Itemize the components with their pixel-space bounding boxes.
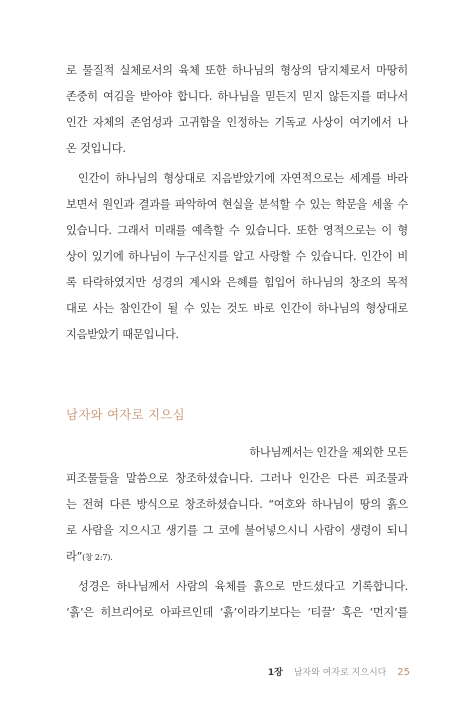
paragraph-3 <box>66 440 408 570</box>
section-heading: 남자와 여자로 지으심 <box>66 407 185 422</box>
text-line: 대로 사는 참인간이 될 수 있는 것도 바로 인간이 하나님의 형상대로 <box>66 302 408 315</box>
text-line: 하나님께서는 인간을 제외한 모든 <box>249 446 408 459</box>
text-line: 있습니다. 그래서 미래를 예측할 수 있습니다. 또한 영적으로는 이 형 <box>66 224 408 237</box>
text-line: 온 것입니다. <box>66 142 126 155</box>
text-line: 존중히 여김을 받아야 합니다. 하나님을 믿든지 믿지 않든지를 떠나서 <box>66 90 408 103</box>
text-line: 피조물들을 말씀으로 창조하셨습니다. 그러나 인간은 다른 피조물과 <box>66 472 408 485</box>
text-line: 인간이 하나님의 형상대로 지음받았기에 자연적으로는 세계를 바라 <box>78 172 408 185</box>
text-line: 록 타락하였지만 성경의 계시와 은혜를 힘입어 하나님의 창조의 목적 <box>66 276 408 289</box>
text-line: 로 사람을 지으시고 생기를 그 코에 불어넣으시니 사람이 생령이 되니 <box>66 524 408 537</box>
quote-end: 라” <box>66 550 83 563</box>
page-number: 25 <box>397 667 410 678</box>
paragraph-4 <box>66 574 408 626</box>
running-title: 남자와 여자로 지으시다 <box>293 668 387 678</box>
scripture-reference: (창 2:7). <box>82 553 113 562</box>
text-line: 인간 자체의 존엄성과 고귀함을 인정하는 기독교 사상이 여기에서 나 <box>66 116 408 129</box>
chapter-number: 1장 <box>267 668 283 678</box>
text-line: 보면서 원인과 결과를 파악하여 현실을 분석할 수 있는 학문을 세울 수 <box>66 198 408 211</box>
paragraph-1 <box>66 58 408 162</box>
text-line: ‘흙’은 히브리어로 아파르인데 ‘흙’이라기보다는 ‘티끌’ 혹은 ‘먼지’를 <box>66 606 408 619</box>
text-line-with-reference <box>66 544 408 570</box>
paragraph-2 <box>66 166 408 348</box>
page-footer <box>268 665 410 678</box>
text-line: 상이 있기에 하나님이 누구신지를 알고 사랑할 수 있습니다. 인간이 비 <box>66 250 408 263</box>
text-line: 지음받았기 때문입니다. <box>66 328 179 341</box>
text-line: 로 물질적 실체로서의 육체 또한 하나님의 형상의 담지체로서 마땅히 <box>66 64 408 77</box>
text-line: 성경은 하나님께서 사람의 육체를 흙으로 만드셨다고 기록합니다. <box>78 580 408 593</box>
text-line: 는 전혀 다른 방식으로 창조하셨습니다. “여호와 하나님이 땅의 흙으 <box>66 498 408 511</box>
